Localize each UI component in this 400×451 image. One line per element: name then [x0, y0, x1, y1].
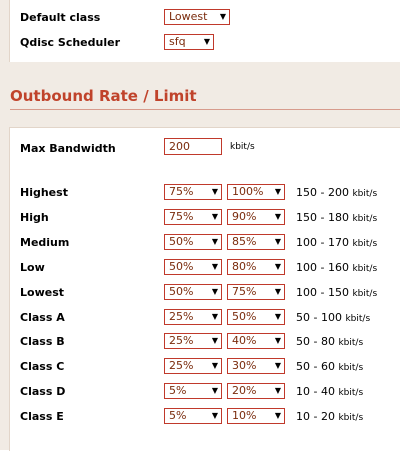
range-unit: kbit/s	[338, 338, 364, 348]
range-unit: kbit/s	[338, 388, 364, 398]
range-unit: kbit/s	[352, 264, 378, 274]
chevron-down-icon: ▼	[274, 262, 281, 271]
range-text	[296, 261, 377, 274]
class-label: Class A	[20, 311, 65, 324]
chevron-down-icon: ▼	[274, 411, 281, 420]
range-text	[296, 236, 377, 249]
range-unit: kbit/s	[338, 413, 364, 423]
class-label: High	[20, 211, 49, 224]
limit-select[interactable]	[227, 309, 285, 325]
class-label: Class B	[20, 335, 65, 348]
chevron-down-icon: ▼	[211, 287, 218, 296]
chevron-down-icon: ▼	[211, 262, 218, 271]
section-title-underline	[10, 109, 400, 110]
class-label: Low	[20, 261, 45, 274]
range-text	[296, 311, 370, 324]
qdisc-scheduler-label: Qdisc Scheduler	[20, 36, 120, 49]
chevron-down-icon: ▼	[211, 212, 218, 221]
range-value: 150 - 180	[296, 211, 349, 224]
limit-select[interactable]	[227, 358, 285, 374]
limit-select[interactable]	[227, 184, 285, 200]
rate-select[interactable]	[164, 358, 222, 374]
limit-select[interactable]	[227, 209, 285, 225]
rate-select[interactable]	[164, 383, 222, 399]
range-value: 100 - 160	[296, 261, 349, 274]
range-value: 100 - 170	[296, 236, 349, 249]
limit-select-value: 75%	[232, 285, 257, 298]
chevron-down-icon: ▼	[274, 287, 281, 296]
chevron-down-icon: ▼	[274, 212, 281, 221]
chevron-down-icon: ▼	[211, 336, 218, 345]
limit-select[interactable]	[227, 333, 285, 349]
limit-select-value: 40%	[232, 334, 257, 347]
range-unit: kbit/s	[352, 289, 378, 299]
rate-select[interactable]	[164, 309, 222, 325]
range-unit: kbit/s	[352, 214, 378, 224]
range-text	[296, 211, 377, 224]
rate-select-value: 25%	[169, 359, 194, 372]
limit-select-value: 20%	[232, 384, 257, 397]
limit-select-value: 90%	[232, 210, 257, 223]
chevron-down-icon: ▼	[274, 187, 281, 196]
range-text	[296, 360, 363, 373]
range-text	[296, 286, 377, 299]
chevron-down-icon: ▼	[274, 386, 281, 395]
rate-select[interactable]	[164, 234, 222, 250]
chevron-down-icon: ▼	[203, 37, 210, 46]
range-value: 10 - 40	[296, 385, 335, 398]
chevron-down-icon: ▼	[219, 12, 226, 21]
max-bandwidth-input[interactable]: 200	[164, 138, 222, 155]
limit-select-value: 100%	[232, 185, 264, 198]
chevron-down-icon: ▼	[274, 361, 281, 370]
chevron-down-icon: ▼	[274, 312, 281, 321]
chevron-down-icon: ▼	[274, 336, 281, 345]
chevron-down-icon: ▼	[211, 187, 218, 196]
chevron-down-icon: ▼	[211, 312, 218, 321]
range-unit: kbit/s	[352, 189, 378, 199]
rate-select[interactable]	[164, 184, 222, 200]
limit-select[interactable]	[227, 383, 285, 399]
rate-select-value: 5%	[169, 409, 187, 422]
rate-select-value: 50%	[169, 285, 194, 298]
rate-select-value: 50%	[169, 235, 194, 248]
range-value: 150 - 200	[296, 186, 349, 199]
range-text	[296, 410, 363, 423]
rate-select[interactable]	[164, 333, 222, 349]
class-label: Lowest	[20, 286, 64, 299]
max-bandwidth-label: Max Bandwidth	[20, 142, 116, 155]
range-value: 100 - 150	[296, 286, 349, 299]
rate-select[interactable]	[164, 259, 222, 275]
rate-select-value: 25%	[169, 334, 194, 347]
range-unit: kbit/s	[338, 363, 364, 373]
rate-select-value: 50%	[169, 260, 194, 273]
default-class-select[interactable]	[164, 9, 230, 25]
limit-select[interactable]	[227, 284, 285, 300]
chevron-down-icon: ▼	[211, 386, 218, 395]
section-title: Outbound Rate / Limit	[10, 87, 197, 105]
qdisc-scheduler-value: sfq	[169, 35, 186, 48]
default-class-label: Default class	[20, 11, 101, 24]
rate-select[interactable]	[164, 408, 222, 424]
range-value: 50 - 80	[296, 335, 335, 348]
chevron-down-icon: ▼	[211, 361, 218, 370]
limit-select-value: 50%	[232, 310, 257, 323]
class-label: Highest	[20, 186, 68, 199]
rate-select-value: 75%	[169, 185, 194, 198]
rate-select[interactable]	[164, 209, 222, 225]
class-label: Medium	[20, 236, 70, 249]
max-bandwidth-unit: kbit/s	[230, 142, 255, 152]
class-label: Class C	[20, 360, 65, 373]
limit-select[interactable]	[227, 408, 285, 424]
default-class-value: Lowest	[169, 10, 208, 23]
rate-select[interactable]	[164, 284, 222, 300]
chevron-down-icon: ▼	[211, 237, 218, 246]
chevron-down-icon: ▼	[274, 237, 281, 246]
limit-select-value: 85%	[232, 235, 257, 248]
range-text	[296, 335, 363, 348]
class-label: Class D	[20, 385, 66, 398]
range-unit: kbit/s	[352, 239, 378, 249]
range-value: 50 - 100	[296, 311, 342, 324]
qdisc-scheduler-select[interactable]	[164, 34, 214, 50]
limit-select-value: 10%	[232, 409, 257, 422]
range-unit: kbit/s	[345, 314, 371, 324]
limit-select-value: 80%	[232, 260, 257, 273]
chevron-down-icon: ▼	[211, 411, 218, 420]
class-label: Class E	[20, 410, 64, 423]
range-text	[296, 385, 363, 398]
rate-select-value: 75%	[169, 210, 194, 223]
limit-select-value: 30%	[232, 359, 257, 372]
rate-select-value: 25%	[169, 310, 194, 323]
limit-select[interactable]	[227, 234, 285, 250]
range-value: 50 - 60	[296, 360, 335, 373]
range-text	[296, 186, 377, 199]
range-value: 10 - 20	[296, 410, 335, 423]
limit-select[interactable]	[227, 259, 285, 275]
rate-select-value: 5%	[169, 384, 187, 397]
